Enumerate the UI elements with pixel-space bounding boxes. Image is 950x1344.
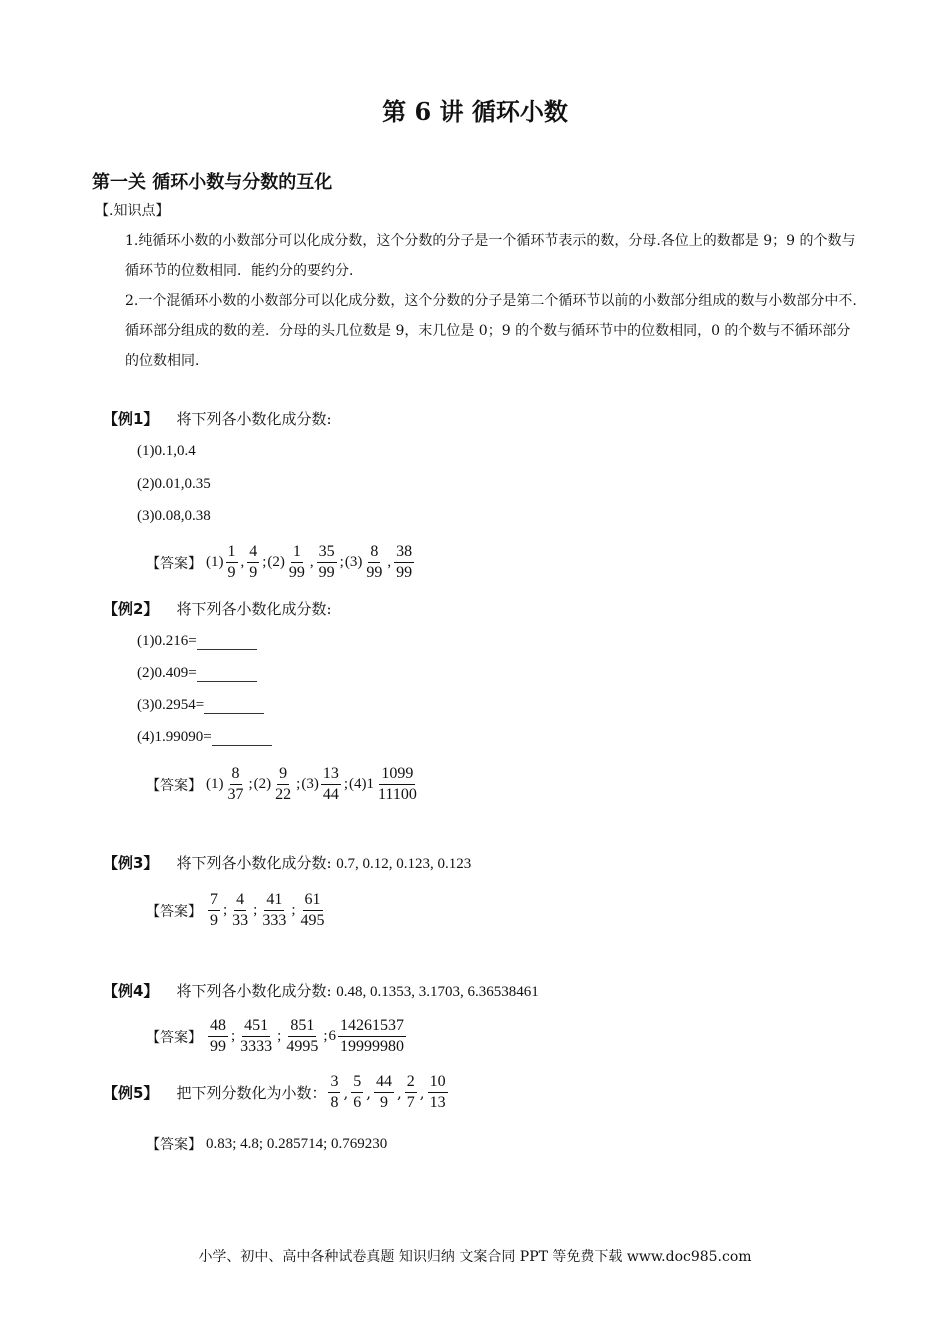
denominator: 4995 [286,1038,319,1055]
fraction [317,542,337,583]
numerator: 2 [405,1072,417,1093]
numerator: 7 [208,890,220,911]
denominator: 37 [227,786,244,803]
page-title: 第 6 讲 循环小数 [382,97,568,126]
numerator: 3 [328,1072,340,1093]
answer-label: 【答案】 [146,555,202,572]
answer-blank [212,731,272,746]
denominator: 495 [300,912,325,929]
denominator: 7 [406,1094,415,1111]
fraction [374,1072,394,1113]
fraction [226,542,238,583]
fraction [328,1072,340,1113]
example-5-heading: 【例5】 把下列分数化为小数： $\frac{3}{8}$ , $\frac{5}{6}$ , $\frac{44}{9}$ , $\frac{2}{7}$ , $\frac{10}{13}$ [103,1073,446,1111]
example-3-answer: 【答案】 $\frac{7}{9}$ ; $\frac{4}{33}$ ; $\frac{41}{333}$ ; $\frac{61}{495}$ [146,891,325,929]
denominator: 9 [249,564,258,581]
answer-blank [197,667,257,682]
fraction [287,542,307,583]
fraction [351,1072,363,1113]
example-1-item-1: (1)0.1,0.4 [137,443,196,459]
denominator: 333 [262,912,287,929]
answer-part-prefix: (1) [206,776,224,792]
numerator: 38 [394,542,414,563]
denominator: 99 [210,1038,226,1055]
numerator: 4 [234,890,246,911]
example-values: 0.7, 0.12, 0.123, 0.123 [336,856,472,872]
denominator: 9 [210,912,218,929]
knowledge-point-2: 2.一个混循环小数的小数部分可以化成分数，这个分数的分子是第二个循环节以前的小数部分组成的数与小数部分中不.循环部分组成的数的差．分母的头几位数是 9，末几位是 0；9 的个数与循环节中的位数相同，0 的个数与不循环部分的位数相同． [125,293,857,369]
fraction [238,1016,274,1057]
example-1-item-2: (2)0.01,0.35 [137,476,211,492]
fraction [273,764,293,805]
fraction [376,764,419,805]
denominator: 9 [380,1094,389,1111]
knowledge-point-1: 1.纯循环小数的小数部分可以化成分数，这个分数的分子是一个循环节表示的数，分母.各位上的数都是 9；9 的个数与循环节的位数相同．能约分的要约分． [125,233,856,279]
fraction [260,890,288,931]
example-prompt: 将下列各小数化成分数: [176,600,332,618]
fraction [405,1072,417,1113]
numerator: 48 [208,1016,228,1037]
numerator: 44 [374,1072,394,1093]
example-2-item-3 [137,697,264,714]
denominator: 99 [366,564,383,581]
denominator: 8 [330,1094,339,1111]
numerator: 9 [277,764,289,785]
numerator: 13 [321,764,341,785]
numerator: 14261537 [338,1016,406,1037]
numerator: 851 [288,1016,316,1037]
numerator: 4 [247,542,259,563]
denominator: 6 [353,1094,362,1111]
denominator: 22 [275,786,292,803]
example-label: 【例3】 [103,854,159,872]
fraction [208,1016,228,1057]
answer-part-prefix: (4)1 [349,776,375,792]
example-prompt: 将下列各小数化成分数: [176,982,332,1000]
answer-label: 【答案】 [146,777,202,794]
fraction [230,890,250,931]
answer-text: 0.83; 4.8; 0.285714; 0.769230 [206,1135,388,1152]
numerator: 1 [226,542,238,563]
fraction [321,764,341,805]
numerator: 8 [368,542,380,563]
denominator: 99 [288,564,305,581]
section-heading: 第一关 循环小数与分数的互化 [92,172,333,193]
numerator: 10 [428,1072,448,1093]
answer-label: 【答案】 [146,903,202,920]
example-label: 【例1】 [103,410,159,428]
example-label: 【例2】 [103,600,159,618]
numerator: 8 [230,764,242,785]
answer-part-prefix: (2) [267,554,285,570]
example-prompt: 将下列各小数化成分数: [176,410,332,428]
numerator: 1099 [379,764,415,785]
knowledge-label: 【.知识点】 [95,203,170,219]
numerator: 1 [291,542,303,563]
denominator: 9 [227,564,236,581]
example-1-answer: 【答案】 (1) $\frac{1}{9}$ , $\frac{4}{9}$ ; (2) $\frac{1}{99}$ , $\frac{35}{99}$ ; (3) $\frac{8}{99}$ , $\frac{38}{99}$ [146,543,413,581]
denominator: 13 [429,1094,446,1111]
example-label: 【例5】 [103,1084,159,1102]
item-text: (1)0.216= [137,633,197,649]
answer-blank [197,635,257,650]
answer-part-prefix: (2) [253,776,272,792]
answer-label: 【答案】 [146,1137,202,1153]
example-5-answer [146,1134,387,1154]
item-text: (2)0.409= [137,665,197,681]
fraction [364,542,384,583]
numerator: 451 [242,1016,270,1037]
numerator: 41 [264,890,284,911]
denominator: 33 [232,912,249,929]
example-2-heading [103,598,332,619]
mixed-number-whole: 6 [328,1028,337,1044]
fraction [247,542,259,583]
example-label: 【例4】 [103,982,159,1000]
denominator: 99 [318,564,335,581]
denominator: 44 [322,786,339,803]
example-prompt: 将下列各小数化成分数: [176,854,332,872]
answer-blank [204,699,264,714]
page-footer: 小学、初中、高中各种试卷真题 知识归纳 文案合同 PPT 等免费下载 www.doc985.com [198,1249,752,1265]
example-2-item-1 [137,633,257,650]
example-2-item-4 [137,729,272,746]
fraction [226,764,246,805]
fraction [338,1016,406,1057]
example-4-heading [103,980,539,1001]
fraction [284,1016,320,1057]
answer-part-prefix: (3) [301,776,319,792]
example-values: 0.48, 0.1353, 3.1703, 6.36538461 [336,984,539,1000]
example-prompt: 把下列分数化为小数： [176,1084,327,1102]
item-text: (4)1.99090= [137,729,212,745]
fraction [394,542,414,583]
example-4-answer: 【答案】 $\frac{48}{99}$ ; $\frac{451}{3333}$ ; $\frac{851}{4995}$ ; 6 $\frac{14261537}{19999980}$ [146,1017,405,1055]
numerator: 35 [317,542,337,563]
item-text: (3)0.2954= [137,697,205,713]
numerator: 61 [303,890,323,911]
denominator: 19999980 [340,1038,405,1055]
fraction [299,890,327,931]
denominator: 11100 [378,786,417,803]
denominator: 3333 [240,1038,273,1055]
numerator: 5 [351,1072,363,1093]
denominator: 99 [396,564,413,581]
example-1-item-3: (3)0.08,0.38 [137,508,211,524]
fraction [208,890,220,931]
answer-label: 【答案】 [146,1029,202,1046]
answer-part-prefix: (1) [206,554,224,570]
fraction [428,1072,448,1113]
example-2-item-2 [137,665,257,682]
answer-part-prefix: (3) [344,554,363,570]
example-3-heading [103,852,471,873]
example-1-heading [103,408,332,429]
example-2-answer: 【答案】 (1) $\frac{8}{37}$ ; (2) $\frac{9}{22}$ ; (3) $\frac{13}{44}$ ; (4)1 $\frac{1099}{11100}$ [146,765,417,803]
